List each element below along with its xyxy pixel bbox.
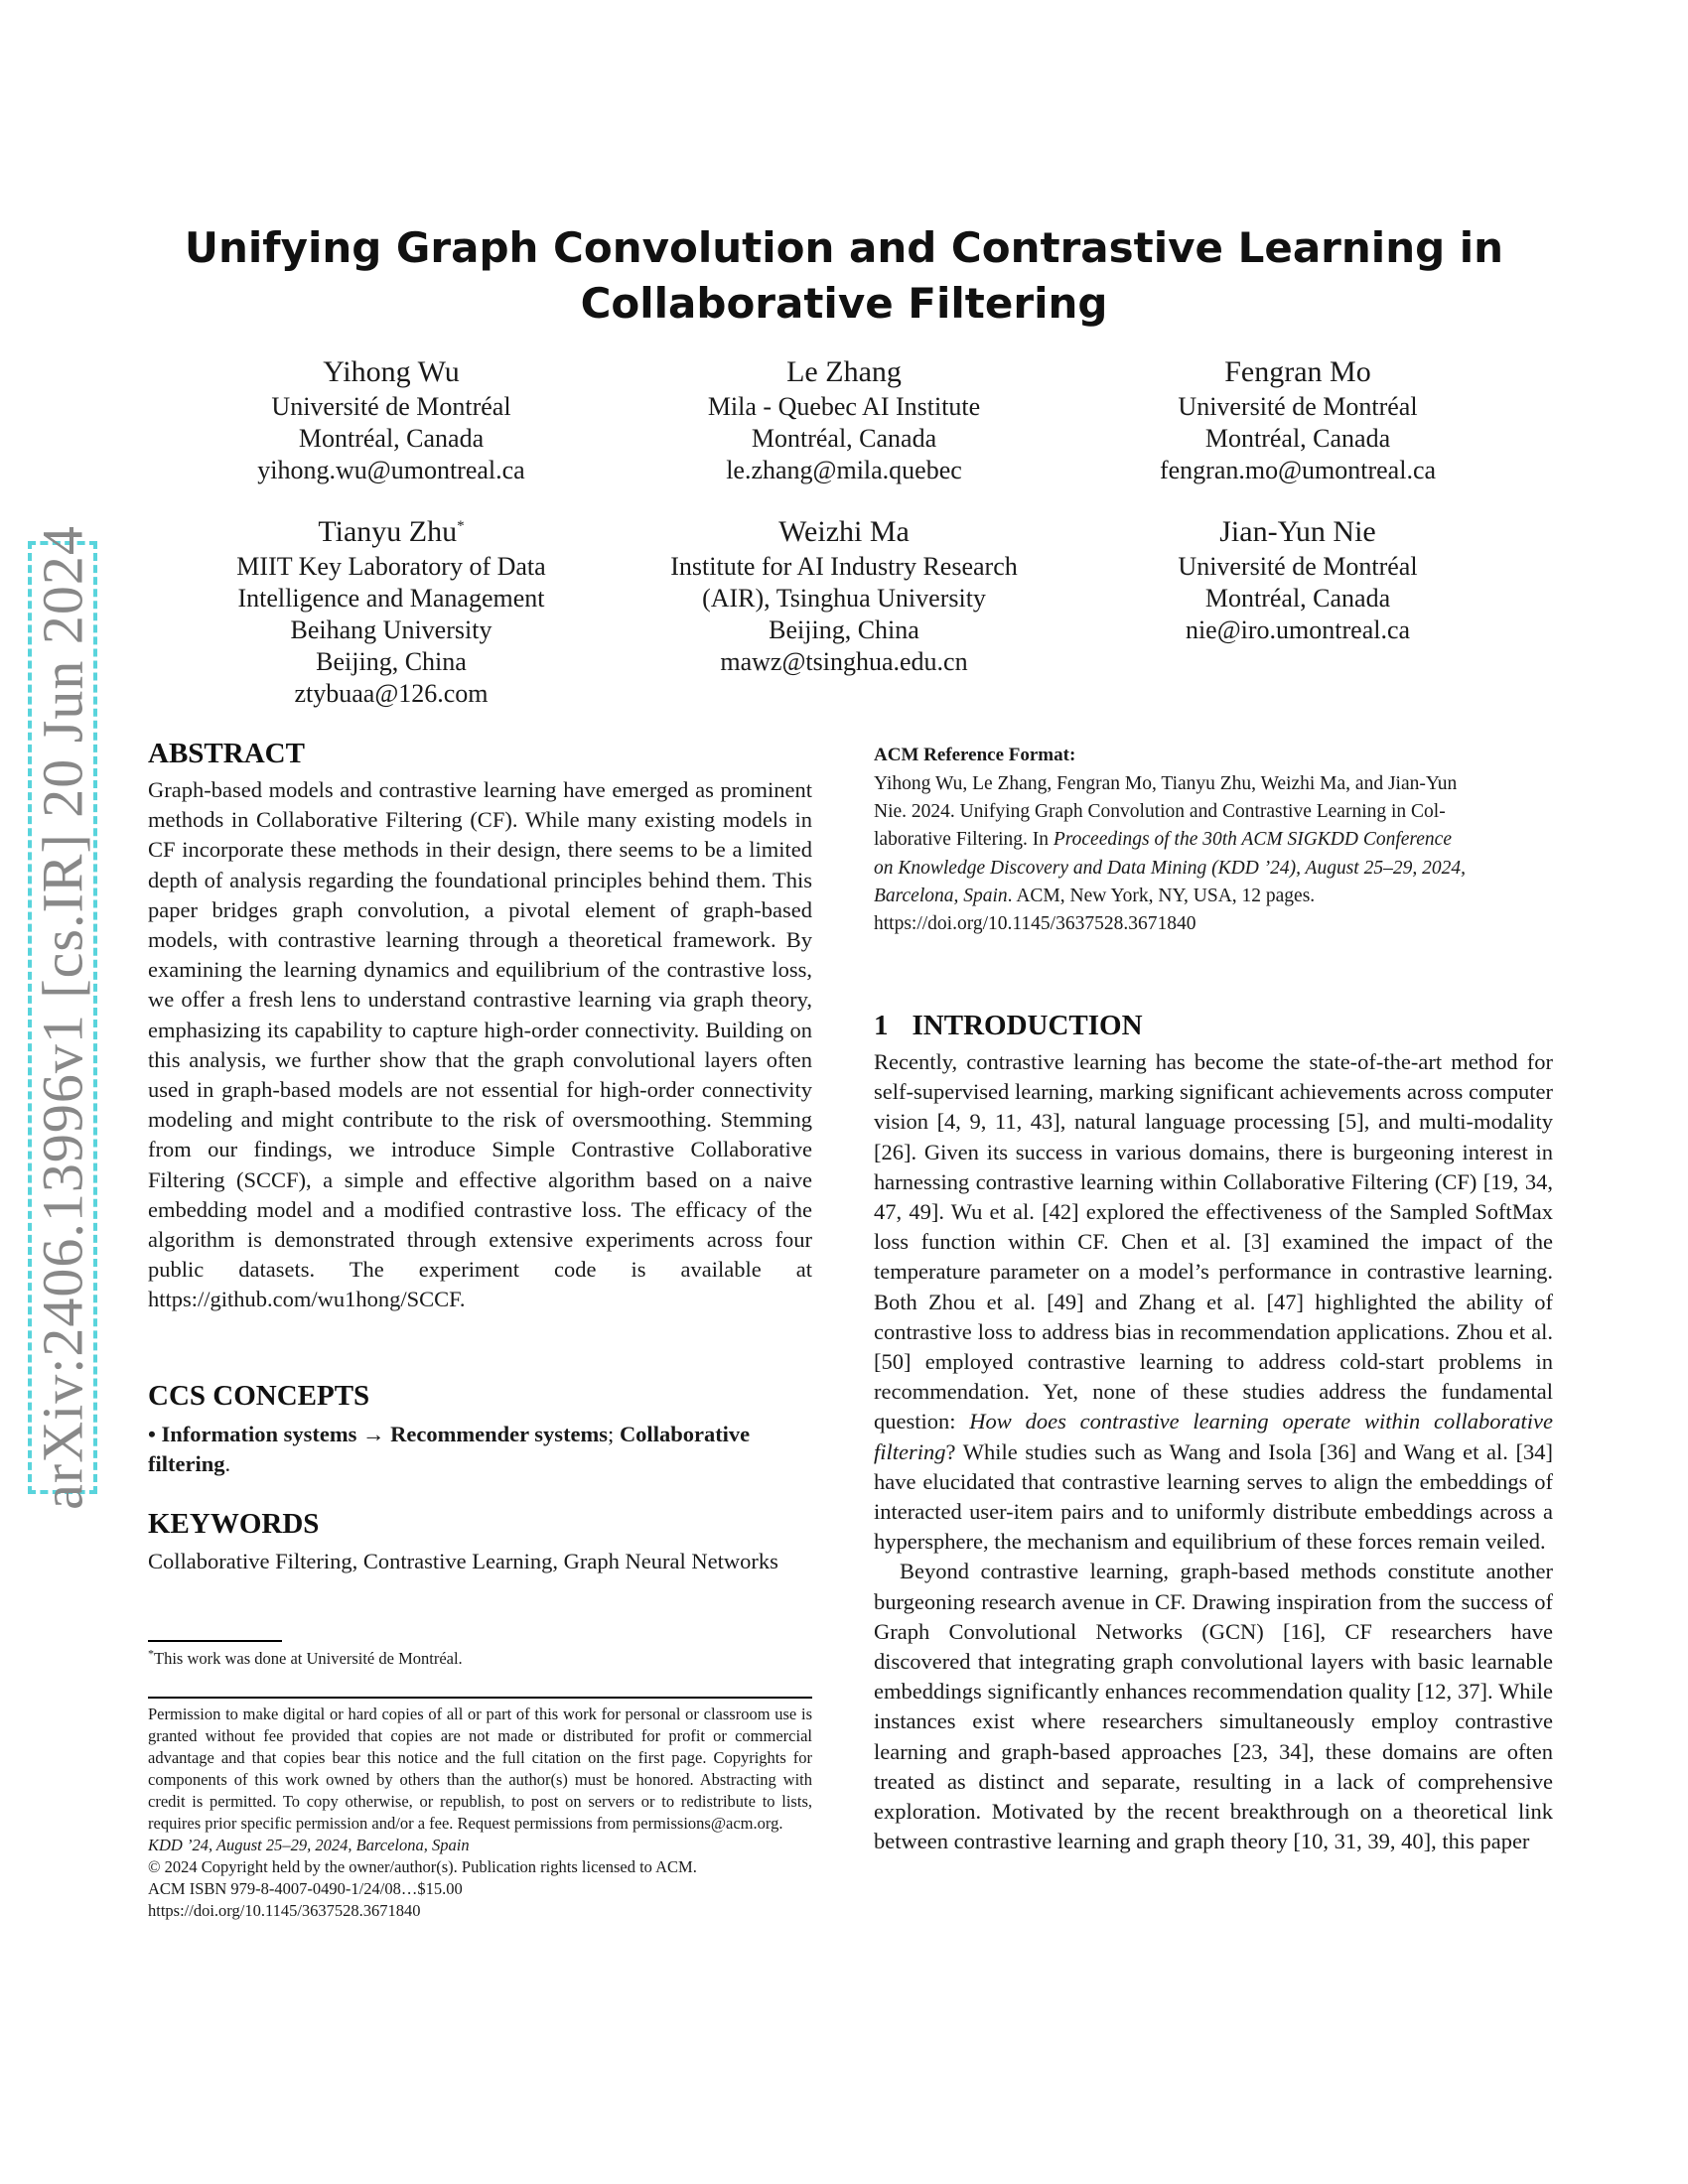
acm-reference-text (874, 770, 1549, 938)
intro-question: How does contrastive learning operate within collaborative filtering (874, 1409, 1553, 1464)
footnote (148, 1648, 463, 1670)
footnote-marker: * (148, 1646, 154, 1661)
author-affiliation: Université de Montréal (1178, 392, 1418, 421)
author-affiliation: MIIT Key Laboratory of Data (236, 552, 546, 581)
permission-block (148, 1704, 812, 1922)
abstract-paragraph: Graph-based models and contrastive learning have emerged as prominent methods in Collaborative Filtering (CF). While many existing models in CF incorporate these methods in their design, there seems to be a limited depth of analysis regarding the foundational principles behind them. This paper bridges graph convolution, a pivotal element of graph-based models, with contrastive learning through a theoretical framework. By examining the learning dynamics and equilibrium of the contrastive loss, we offer a fresh lens to understand contrastive learning via graph theory, emphasizing its capability to capture high-order connectivity. Building on this analysis, we further show that the graph convolutional layers often used in graph-based models are not essential for high-order connectivity modeling and might contribute to the risk of oversmoothing. Stemming from our findings, we introduce Simple Contrastive Collaborative Filtering (SCCF), a simple and effective algorithm based on a naive embedding model and a modified contrastive loss. The efficacy of the algorithm is demonstrated through extensive experiments across four public datasets. The experiment code is available at https://github.com/wu1hong/SCCF. (148, 777, 812, 1312)
footnote-text: This work was done at Université de Montréal. (154, 1649, 463, 1668)
author-block (212, 353, 570, 486)
intro-text-run: Recently, contrastive learning has become the state-of-the-art method for self-supervised learning, marking significant achievements across computer vision [4, 9, 11, 43], natural language processing [5], and multi-modality [26]. Given its success in various domains, there is burgeoning interest in harnessing contrastive learning within Collaborative Filtering (CF) [19, 34, 47, 49]. Wu et al. [42] explored the effectiveness of the Sampled SoftMax loss function within CF. Chen et al. [3] examined the impact of the temperature parameter on a model’s performance in contrastive learning. Both Zhou et al. [49] and Zhang et al. [47] highlighted the ability of contrastive loss to address bias in recommendation applications. Zhou et al. [50] employed contrastive learning to address cold-start problems in recommendation. Yet, none of these studies address the fundamental question: (874, 1049, 1553, 1434)
author-email: yihong.wu@umontreal.ca (257, 456, 525, 484)
author-name: Yihong Wu (323, 355, 460, 388)
keywords-text (148, 1547, 812, 1576)
author-name: Jian-Yun Nie (1219, 515, 1376, 548)
ccs-arrow: → (362, 1422, 385, 1446)
author-location: Montréal, Canada (1204, 584, 1391, 613)
doi-link[interactable]: https://doi.org/10.1145/3637528.3671840 (148, 1901, 421, 1920)
ccs-concepts (148, 1420, 812, 1479)
author-email: nie@iro.umontreal.ca (1185, 615, 1411, 644)
author-name: Weizhi Ma (778, 515, 910, 548)
author-block (1109, 353, 1486, 486)
intro-paragraph: Beyond contrastive learning, graph-based methods constitute another burgeoning research avenue in CF. Drawing inspiration from the success of Graph Convolutional Networks (GCN) [16], CF researchers have discovered that integrating graph convolutional layers with basic learnable embeddings significantly enhances recommendation quality [12, 37]. While instances exist where researchers simultaneously employ contrastive learning and graph-based approaches [23, 34], these domains are often treated as distinct and separate, resulting in a lack of comprehensive exploration. Motivated by the recent breakthrough on a theoretical link between contrastive learning and graph theory [10, 31, 39, 40], this paper (874, 1559, 1553, 1854)
author-block (1109, 513, 1486, 646)
intro-text-run: ? While studies such as Wang and Isola [36] and Wang et al. [34] have elucidated that contrastive learning serves to align the embeddings of interacted user-item pairs and to uniformly distribute embeddings across a hypersphere, the mechanism and equilibrium of these forces remain veiled. (874, 1438, 1553, 1555)
copyright-line: © 2024 Copyright held by the owner/author(s). Publication rights licensed to ACM. (148, 1857, 697, 1876)
author-block (203, 513, 580, 710)
author-email: ztybuaa@126.com (294, 679, 489, 708)
author-affiliation: Beihang University (290, 615, 492, 644)
isbn-line: ACM ISBN 979-8-4007-0490-1/24/08…$15.00 (148, 1879, 463, 1898)
author-name: Fengran Mo (1224, 355, 1371, 388)
reference-proceedings: Proceedings of the 30th ACM SIGKDD Conference on Knowledge Discovery and Data Mining (KDD ’24), August 25–29, 2024, Barcelona, Spain (874, 829, 1466, 906)
author-location: Beijing, China (316, 647, 467, 676)
author-location: Montréal, Canada (298, 424, 485, 453)
author-affiliation: Intelligence and Management (237, 584, 545, 613)
paper-title: Unifying Graph Convolution and Contrastive Learning in Collaborative Filtering (184, 223, 1504, 328)
ccs-heading: CCS CONCEPTS (148, 1380, 370, 1412)
introduction-text (874, 1047, 1553, 1856)
ccs-end: . (224, 1451, 231, 1477)
author-email: fengran.mo@umontreal.ca (1159, 456, 1437, 484)
acm-reference-heading: ACM Reference Format: (874, 745, 1076, 765)
reference-authors: Yihong Wu, Le Zhang, Fengran Mo, Tianyu Zhu, Weizhi Ma, and Jian-Yun Nie. 2024. Unifying Graph Convolution and Contrastive Learning in Col- laborative Filtering. In (874, 773, 1458, 851)
ccs-concept: Information systems (161, 1422, 357, 1446)
keywords-list: Collaborative Filtering, Contrastive Learning, Graph Neural Networks (148, 1549, 778, 1573)
permission-text: Permission to make digital or hard copies of all or part of this work for personal or classroom use is granted without fee provided that copies are not made or distributed for profit or commercial advantage and that copies bear this notice and the full citation on the first page. Copyrights for components of this work owned by others than the author(s) must be honored. Abstracting with credit is permitted. To copy otherwise, or republish, to post on servers or to redistribute to lists, requires prior specific permission and/or a fee. Request permissions from permissions@acm.org. (148, 1705, 812, 1833)
author-affiliation: Mila - Quebec AI Institute (707, 392, 981, 421)
author-location: Beijing, China (769, 615, 919, 644)
author-name: Le Zhang (786, 355, 902, 388)
ccs-bullet: • (148, 1422, 156, 1446)
author-affiliation: Université de Montréal (1178, 552, 1418, 581)
author-block (640, 513, 1048, 678)
reference-publisher: . ACM, New York, NY, USA, 12 pages. https://doi.org/10.1145/3637528.3671840 (874, 885, 1316, 935)
author-location: Montréal, Canada (751, 424, 937, 453)
author-name: Tianyu Zhu* (318, 515, 465, 548)
author-affiliation: Université de Montréal (271, 392, 511, 421)
ccs-concept: Recommender systems (390, 1422, 609, 1446)
footnote-rule (148, 1640, 282, 1642)
abstract-text (148, 775, 812, 1315)
section-heading-introduction (874, 1009, 1143, 1042)
abstract-heading: ABSTRACT (148, 738, 305, 769)
keywords-heading: KEYWORDS (148, 1508, 320, 1540)
permission-rule (148, 1697, 812, 1699)
ccs-separator: ; (608, 1422, 615, 1446)
section-title: INTRODUCTION (912, 1010, 1143, 1041)
footnote-marker: * (457, 518, 465, 534)
section-number: 1 (874, 1010, 889, 1041)
author-email: mawz@tsinghua.edu.cn (720, 647, 968, 676)
author-email: le.zhang@mila.quebec (726, 456, 962, 484)
conference-venue: KDD ’24, August 25–29, 2024, Barcelona, Spain (148, 1836, 470, 1854)
arxiv-identifier[interactable]: arXiv:2406.13996v1 [cs.IR] 20 Jun 2024 (30, 525, 95, 1510)
intro-paragraph (874, 1047, 1553, 1557)
author-affiliation: (AIR), Tsinghua University (702, 584, 986, 613)
author-affiliation: Institute for AI Industry Research (670, 552, 1018, 581)
ccs-concept: Collaborative filtering (148, 1422, 751, 1477)
author-location: Montréal, Canada (1204, 424, 1391, 453)
author-block (660, 353, 1028, 486)
